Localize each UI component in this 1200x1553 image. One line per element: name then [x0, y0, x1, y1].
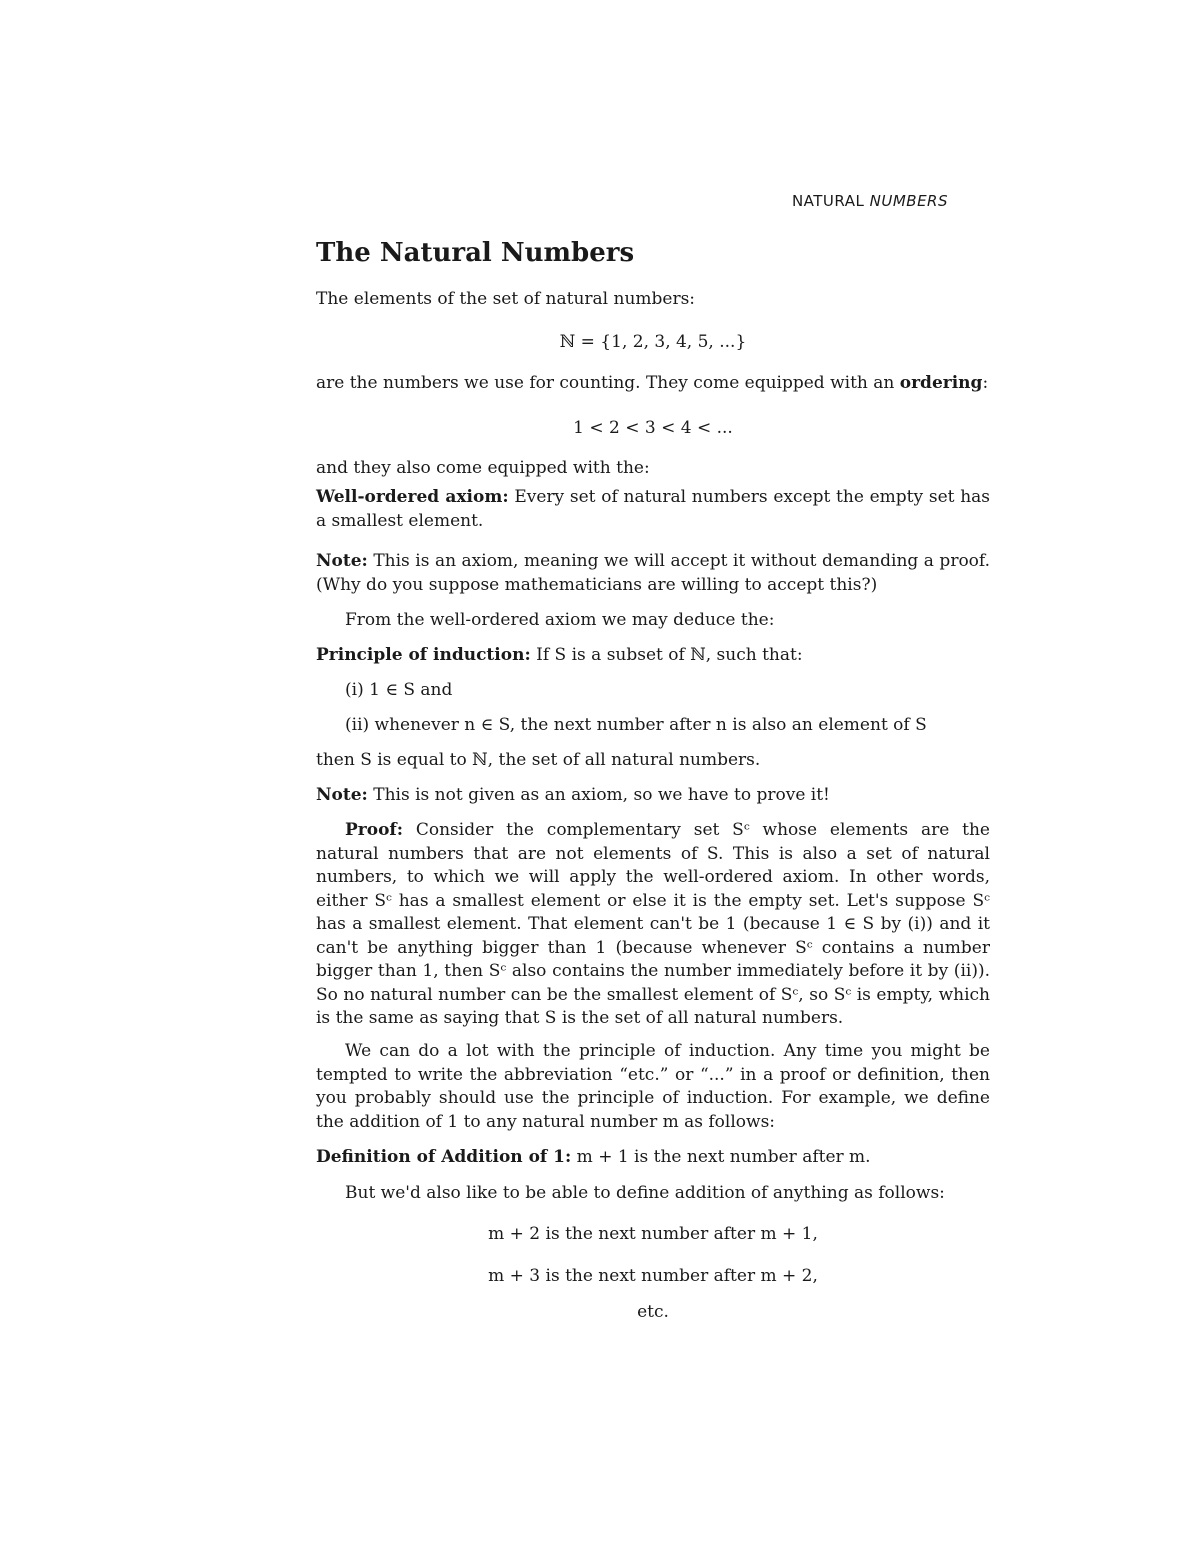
- condition-2: (ii) whenever n ∈ S, the next number after n is also an element of S: [345, 715, 927, 735]
- well-ordered-text: Every set of natural numbers except the empty set has a smallest element.: [316, 487, 991, 531]
- well-ordered-term: Well-ordered axiom:: [316, 487, 509, 507]
- equation-natural-set: ℕ = {1, 2, 3, 4, 5, ...}: [559, 332, 747, 352]
- definition-paragraph: [316, 1146, 990, 1170]
- also-paragraph: and they also come equipped with the:: [316, 458, 650, 478]
- etc-line: etc.: [637, 1302, 669, 1322]
- note2-term: Note:: [316, 785, 368, 805]
- counting-text: are the numbers we use for counting. They come equipped with an: [316, 373, 900, 393]
- induction-use-paragraph: We can do a lot with the principle of induction. Any time you might be tempted to write the abbreviation “etc.” or “...” in a proof or definition, then you probably should use the principle of induction. For example, we define the addition of 1 to any natural number m as follows:: [316, 1041, 990, 1132]
- proof-text: Consider the complementary set Sᶜ whose elements are the natural numbers that are not elements of S. This is also a set of natural numbers, to which we will apply the well-ordered axiom. In other words, either Sᶜ has a smallest element or else it is the empty set. Let's suppose Sᶜ has a smallest element. That element can't be 1 (because 1 ∈ S by (i)) and it can't be anything bigger than 1 (because whenever Sᶜ contains a number bigger than 1, then Sᶜ also contains the number immediately before it by (ii)). So no natural number can be the smallest element of Sᶜ, so Sᶜ is empty, which is the same as saying that S is the set of all natural numbers.: [316, 820, 990, 1028]
- counting-paragraph: are the numbers we use for counting. They come equipped with an ordering:: [316, 373, 989, 393]
- page-title: The Natural Numbers: [316, 238, 635, 268]
- header-part1: NATURAL: [791, 192, 865, 210]
- principle-term: Principle of induction:: [316, 645, 531, 665]
- proof-paragraph: [316, 819, 990, 1031]
- then-paragraph: then S is equal to ℕ, the set of all natural numbers.: [316, 750, 761, 770]
- principle-text: If S is a subset of ℕ, such that:: [530, 645, 803, 665]
- proof-term: Proof:: [345, 820, 404, 840]
- note1-term: Note:: [316, 551, 368, 571]
- but-paragraph: But we'd also like to be able to define addition of anything as follows:: [345, 1183, 945, 1203]
- note1-text: This is an axiom, meaning we will accept it without demanding a proof. (Why do you suppose mathematicians are willing to accept this?): [316, 551, 990, 595]
- definition-term: Definition of Addition of 1:: [316, 1147, 572, 1167]
- principle-paragraph: [316, 644, 990, 668]
- note2-paragraph: [316, 784, 990, 808]
- ordering-term: ordering: [899, 373, 983, 393]
- well-ordered-axiom-paragraph: [316, 486, 990, 533]
- note1-paragraph: [316, 550, 990, 597]
- equation-m-plus-2: m + 2 is the next number after m + 1,: [488, 1224, 818, 1244]
- intro-paragraph: The elements of the set of natural numbers:: [316, 289, 696, 309]
- definition-text: m + 1 is the next number after m.: [571, 1147, 871, 1167]
- running-header: [792, 194, 948, 209]
- equation-m-plus-3: m + 3 is the next number after m + 2,: [488, 1266, 818, 1286]
- note2-text: This is not given as an axiom, so we have to prove it!: [367, 785, 830, 805]
- condition-1: (i) 1 ∈ S and: [345, 680, 453, 700]
- equation-ordering: 1 < 2 < 3 < 4 < ...: [573, 418, 733, 438]
- header-part2: NUMBERS: [869, 192, 948, 210]
- deduce-paragraph: From the well-ordered axiom we may deduce the:: [345, 610, 775, 630]
